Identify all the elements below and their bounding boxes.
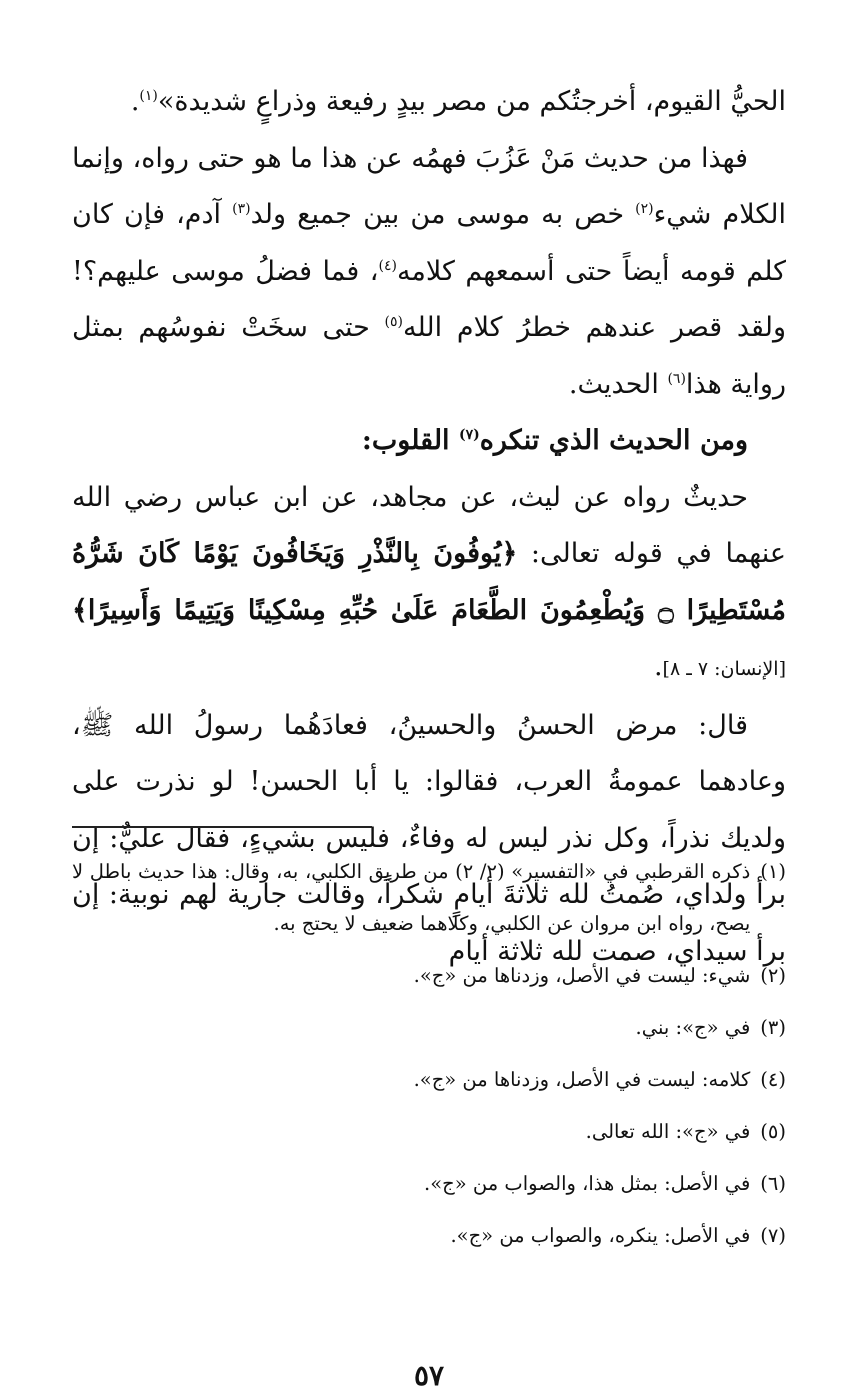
- footnote-5: [72, 1106, 786, 1158]
- footnote-text: في «ج»: بني.: [635, 1016, 751, 1039]
- book-page: [72, 74, 786, 1392]
- footnote-ref-4: (٤): [378, 257, 397, 274]
- footnote-text: في «ج»: الله تعالى.: [585, 1120, 751, 1143]
- footnote-text: ذكره القرطبي في «التفسير» (٢/ ٢) من طريق الكلبي، به، وقال: هذا حديث باطل لا يصح، رواه ابن مروان عن الكلبي، وكلاهما ضعيف لا يحتج به.: [72, 860, 751, 935]
- footnote-6: [72, 1158, 786, 1210]
- paragraph-3-end: .: [653, 651, 663, 682]
- paragraph-3: [72, 470, 786, 698]
- footnote-4: [72, 1054, 786, 1106]
- footnote-3: [72, 1002, 786, 1054]
- footnote-number: (٤): [760, 1068, 786, 1091]
- section-heading-text-a: ومن الحديث الذي تنكره: [479, 425, 748, 456]
- paragraph-3-text: حديثٌ رواه عن ليث، عن مجاهد، عن ابن عباس رضي الله عنهما في قوله تعالى:: [72, 481, 786, 569]
- footnote-ref-3: (٣): [232, 201, 251, 217]
- footnote-2: [72, 950, 786, 1002]
- footnote-number: (٣): [760, 1016, 786, 1039]
- paragraph-2-text-f: الحديث.: [568, 368, 668, 400]
- footnote-text: شيء: ليست في الأصل، وزدناها من «ج».: [413, 964, 751, 987]
- paragraph-4-text: قال: مرض الحسنُ والحسينُ، فعادَهُما رسولُ الله ﷺ، وعادهما عمومةُ العرب، فقالوا: يا أبا الحسن! لو نذرت على ولديك نذراً، وكل نذر ليس له وفاءٌ، فليس بشيءٍ، فقال عليٌّ: إن برأ ولداي، صُمتُ لله ثلاثةَ أيامٍ شكراً، وقالت جارية لهم نوبية: إن برأ سيداي، صمت لله ثلاثة أيام: [72, 709, 786, 967]
- footnote-ref-1: (١): [139, 88, 158, 104]
- paragraph-1-text: الحيُّ القيوم، أخرجتُكم من مصر بيدٍ رفيعة وذراعٍ شديدة»: [157, 86, 786, 117]
- footnote-ref-2: (٢): [635, 201, 654, 217]
- footnote-text: كلامه: ليست في الأصل، وزدناها من «ج».: [413, 1068, 751, 1091]
- main-text: [72, 74, 786, 980]
- section-heading: [72, 413, 786, 470]
- footnote-1: [72, 846, 786, 950]
- paragraph-2-text-d: ، فما فضلُ موسى عليهم؟! ولقد قصر عندهم خطرُ كلام الله: [72, 255, 786, 343]
- section-heading-text-b: القلوب:: [361, 425, 459, 456]
- paragraph-2-text-b: خص به موسى من بين جميع ولد: [250, 199, 636, 230]
- footnote-divider: [72, 826, 372, 828]
- footnote-7: [72, 1210, 786, 1262]
- quran-verse: ﴿يُوفُونَ بِالنَّذْرِ وَيَخَافُونَ يَوْمًا كَانَ شَرُّهُ مُسْتَطِيرًا ۝ وَيُطْعِمُونَ الطَّعَامَ عَلَىٰ حُبِّهِ مِسْكِينًا وَيَتِيمًا وَأَسِيرًا﴾: [72, 538, 786, 626]
- footnote-number: (١): [760, 860, 786, 883]
- footnote-text: في الأصل: بمثل هذا، والصواب من «ج».: [424, 1172, 751, 1195]
- footnote-number: (٥): [760, 1120, 786, 1143]
- page-number: ٥٧: [413, 1359, 445, 1392]
- footnote-ref-6: (٦): [667, 370, 686, 387]
- paragraph-2-text-c: آدم، فإن كان كلم قومه أيضاً حتى أسمعهم كلامه: [72, 199, 786, 287]
- footnote-ref-7: (٧): [458, 427, 480, 443]
- paragraph-2: [72, 131, 786, 414]
- footnote-ref-5: (٥): [384, 314, 404, 330]
- paragraph-2-text-e: حتى سخَتْ نفوسُهم بمثل رواية هذا: [72, 312, 786, 400]
- verse-reference: [الإنسان: ٧ ـ ٨]: [662, 658, 786, 680]
- footnote-text: في الأصل: ينكره، والصواب من «ج».: [450, 1224, 751, 1247]
- footnotes: [72, 846, 786, 1262]
- paragraph-2-text-a: فهذا من حديث مَنْ عَزُبَ فهمُه عن هذا ما هو حتى رواه، وإنما الكلام شيء: [72, 142, 786, 230]
- paragraph-1: [72, 74, 786, 131]
- footnote-number: (٦): [760, 1172, 786, 1195]
- paragraph-1-end: .: [130, 86, 140, 117]
- footnote-number: (٢): [760, 964, 786, 987]
- footnote-number: (٧): [760, 1224, 786, 1247]
